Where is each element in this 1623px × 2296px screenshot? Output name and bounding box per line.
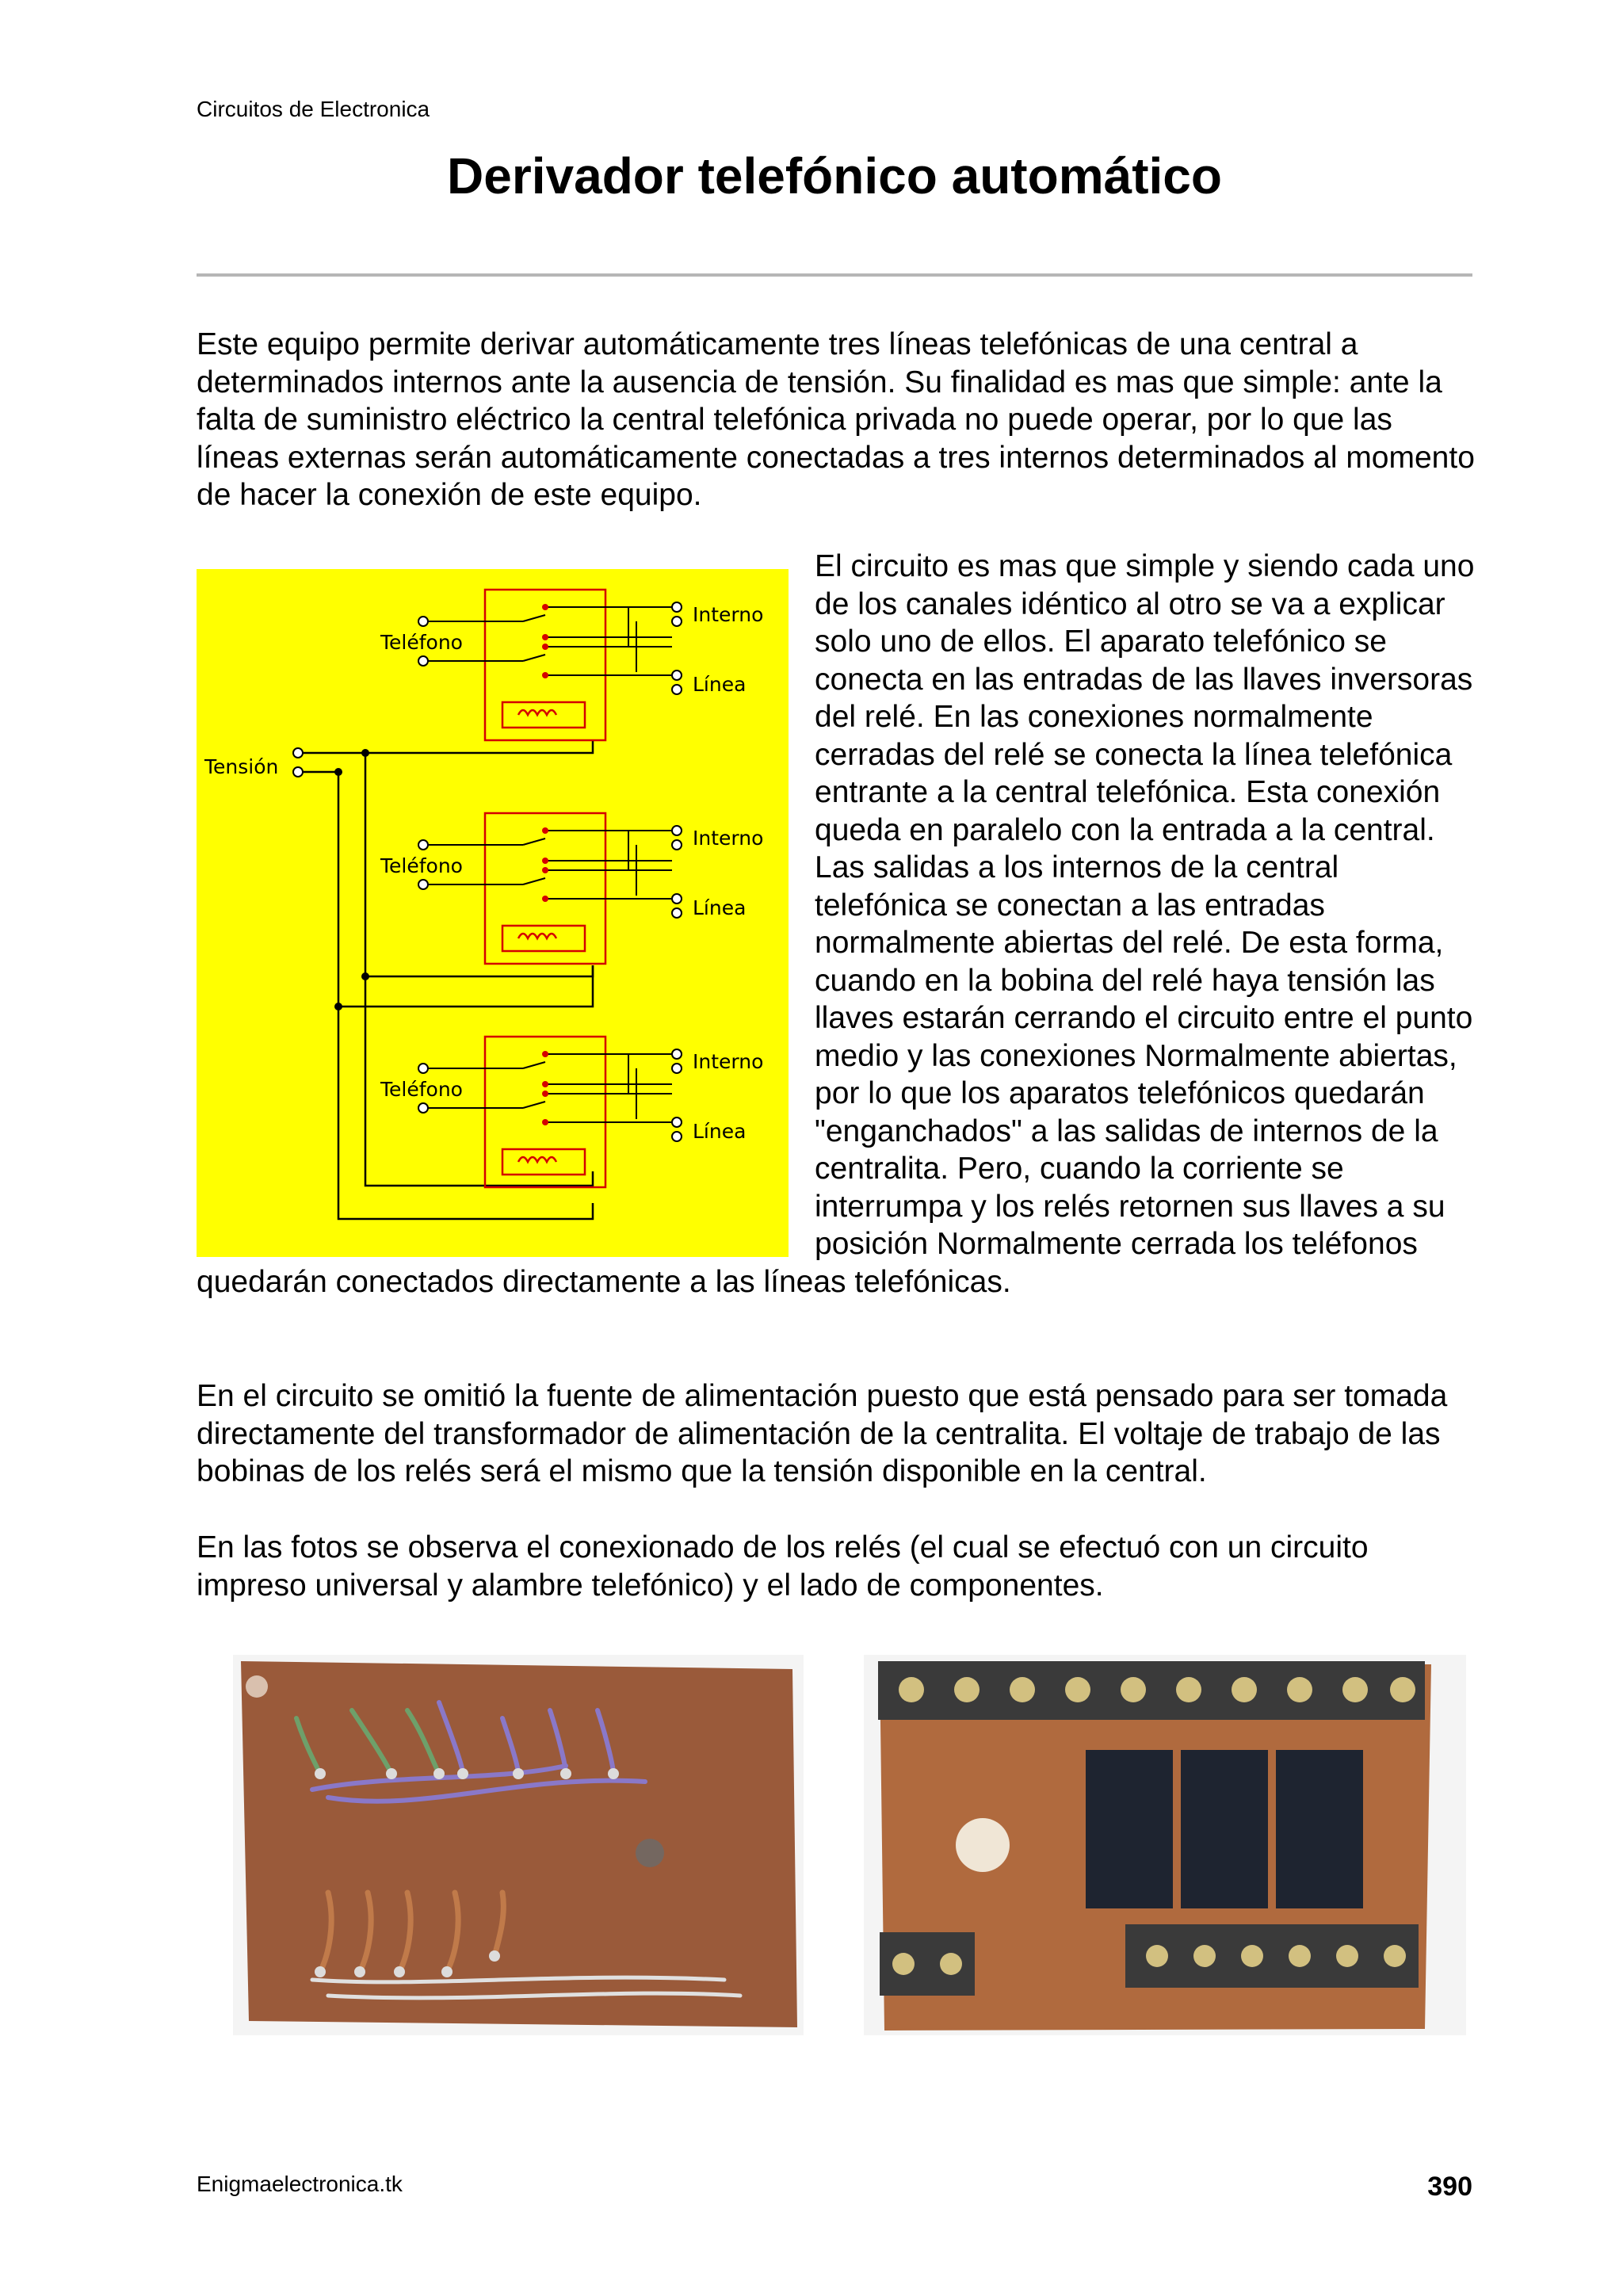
telefono-label-1: Teléfono — [380, 631, 463, 654]
photo-component-side — [864, 1655, 1466, 2035]
linea-label-2: Línea — [693, 896, 747, 919]
interno-label-2: Interno — [693, 827, 764, 850]
linea-label-1: Línea — [693, 673, 747, 696]
photo-solder-side — [233, 1655, 804, 2035]
title-divider — [197, 273, 1472, 277]
interno-label-1: Interno — [693, 603, 764, 626]
telefono-label-2: Teléfono — [380, 854, 463, 877]
page-number: 390 — [1427, 2172, 1472, 2202]
relays — [1086, 1750, 1363, 1908]
telefono-label-3: Teléfono — [380, 1078, 463, 1101]
interno-label-3: Interno — [693, 1050, 764, 1073]
linea-label-3: Línea — [693, 1120, 747, 1143]
photos-paragraph: En las fotos se observa el conexionado de los relés (el cual se efectuó con un circuito impreso universal y alambre telefónico) y el lado de componentes. — [197, 1530, 1369, 1603]
tension-label: Tensión — [204, 755, 279, 778]
circuit-schematic — [197, 569, 789, 1257]
intro-paragraph: Este equipo permite derivar automáticamente tres líneas telefónicas de una central a determinados internos ante la ausencia de tensión. Su finalidad es mas que simple: ante la falta de suministro eléctrico la central telefónica privada no puede operar, por lo que las líneas externas serán automáticamente conectadas a tres internos determinados al momento de hacer la conexión de este equipo. — [197, 327, 1475, 512]
page-title: Derivador telefónico automático — [447, 147, 1222, 204]
power-paragraph: En el circuito se omitió la fuente de alimentación puesto que está pensado para ser tomada directamente del transformador de alimentación de la centralita. El voltaje de trabajo de las bobinas de los relés será el mismo que la tensión disponible en la central. — [197, 1379, 1448, 1488]
page-header: Circuitos de Electronica — [197, 97, 430, 121]
circuit-paragraph: El circuito es mas que simple y siendo cada uno de los canales idéntico al otro se va a explicar solo uno de ellos. El aparato telefónico se conecta en las entradas de las llaves inversoras del relé. En las conexiones normalmente cerradas del relé se conecta la línea telefónica entrante a la central telefónica. Esta conexión queda en paralelo con la entrada a la central. Las salidas a los internos de la central telefónica se conectan a las entradas normalmente abiertas del relé. De esta forma, cuando en la bobina del relé haya tensión las llaves estarán cerrando el circuito entre el punto medio y las conexiones Normalmente abiertas, por lo que los aparatos telefónicos quedarán "enganchados" a las salidas de internos de la centralita. Pero, cuando la corriente se interrumpa y los relés retornen sus llaves a su posición Normalmente cerrada los teléfonos quedarán conectados directamente a las líneas telefónicas. — [197, 549, 1475, 1299]
footer-site: Enigmaelectronica.tk — [197, 2172, 403, 2196]
